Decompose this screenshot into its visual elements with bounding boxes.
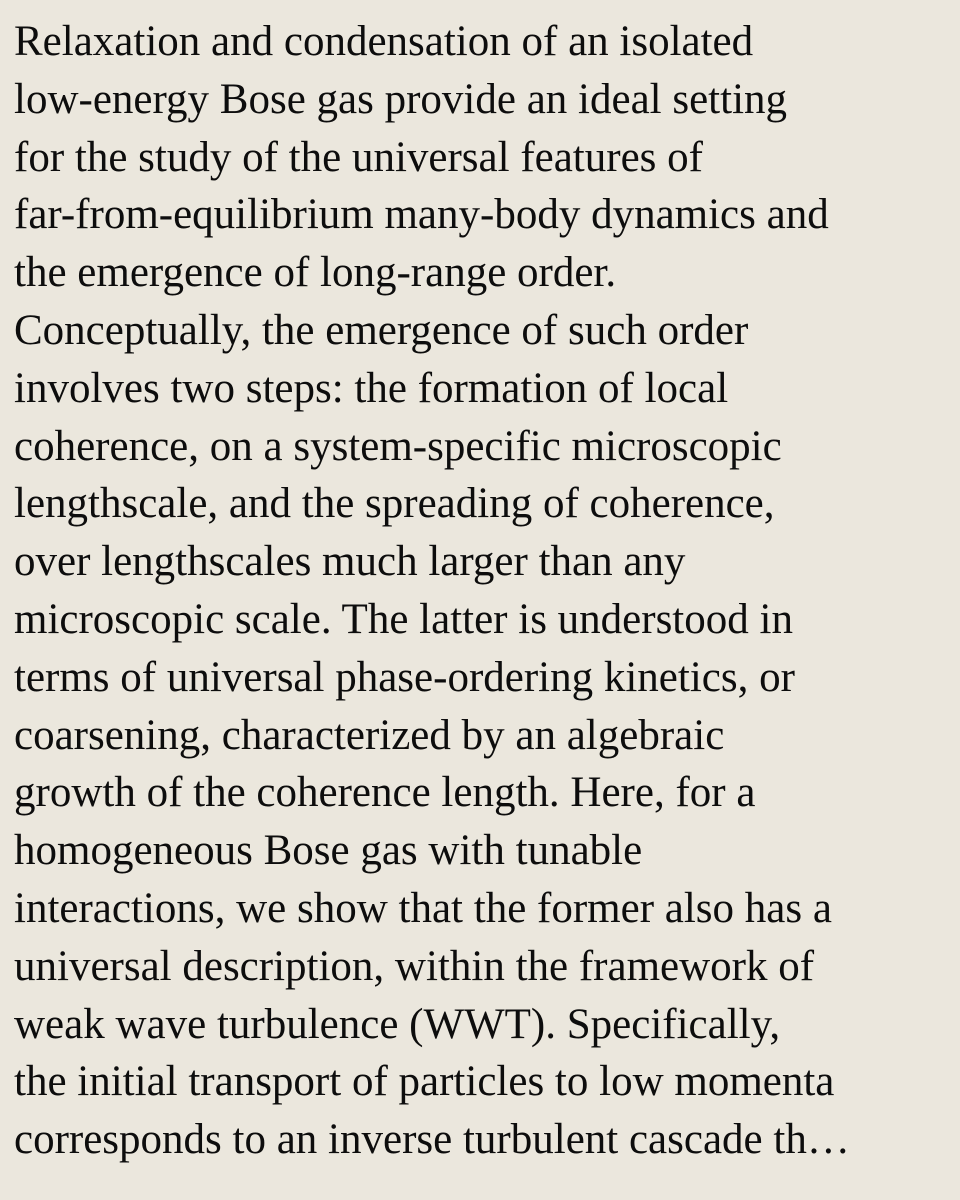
text-line: involves two steps: the formation of local [14,364,729,412]
text-line: corresponds to an inverse turbulent cascade th… [14,1116,850,1164]
text-line: Conceptually, the emergence of such order [14,306,749,354]
text-line: lengthscale, and the spreading of coherence, [14,480,775,528]
text-line: coarsening, characterized by an algebraic [14,711,725,759]
text-line: weak wave turbulence (WWT). Specifically, [14,1000,781,1048]
text-line: coherence, on a system-specific microscopic [14,422,782,470]
text-line: homogeneous Bose gas with tunable [14,827,643,875]
abstract-text [14,13,954,1169]
text-line: interactions, we show that the former also has a [14,884,832,932]
text-line: terms of universal phase-ordering kinetics, or [14,653,795,701]
text-line: far-from-equilibrium many-body dynamics and [14,191,829,239]
text-line: growth of the coherence length. Here, for a [14,769,756,817]
text-line: the initial transport of particles to low momenta [14,1058,835,1106]
text-line: the emergence of long-range order. [14,249,617,297]
text-line: microscopic scale. The latter is understood in [14,595,793,643]
text-line: low-energy Bose gas provide an ideal setting [14,75,788,123]
text-line: over lengthscales much larger than any [14,538,686,586]
text-line: Relaxation and condensation of an isolated [14,18,754,65]
text-line: for the study of the universal features of [14,133,703,181]
text-line: universal description, within the framework of [14,942,815,990]
